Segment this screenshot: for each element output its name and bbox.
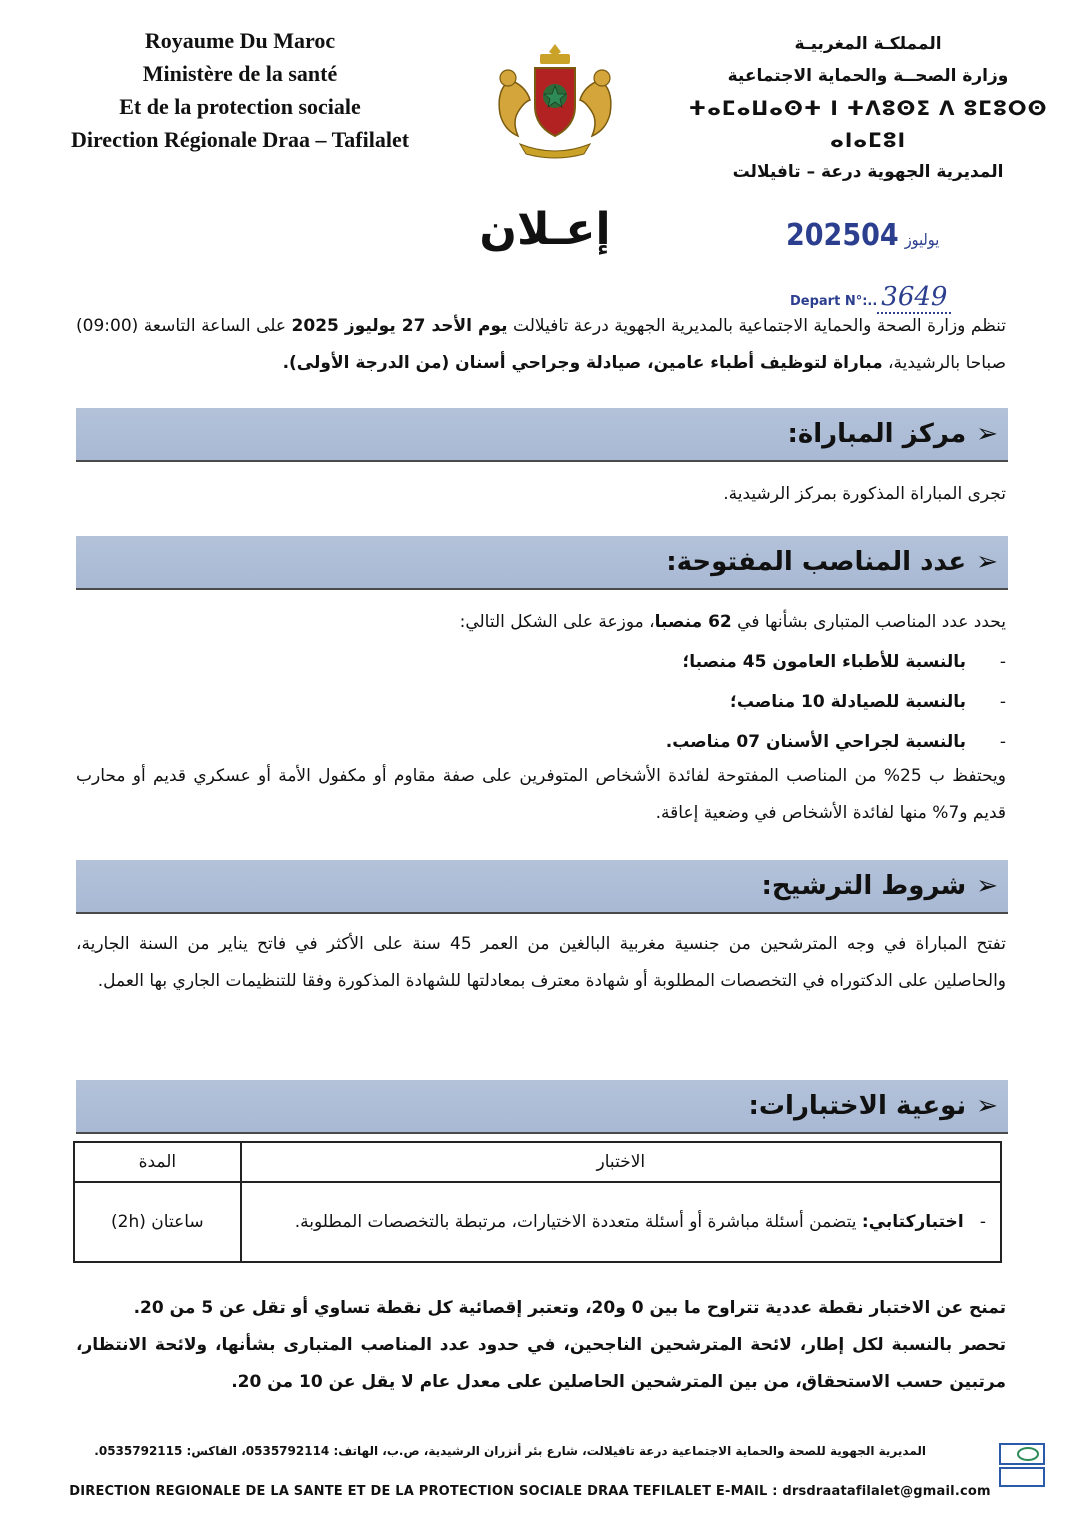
date-month: يوليوز (904, 230, 940, 249)
coat-of-arms-icon (480, 40, 630, 160)
table-row (74, 1182, 1001, 1262)
test-description-cell (241, 1182, 1001, 1262)
intro-paragraph (76, 308, 1006, 382)
test-type: اختباركتابي: (861, 1212, 964, 1232)
header-ar-tifinagh: ⵜⴰⵎⴰⵡⴰⵙⵜ ⵏ ⵜⴷⵓⵙⵉ ⴷ ⵓⵎⵓⵔⵙ ⴰⵏⴰⵎⵓⵏ (688, 96, 1048, 152)
posts-intro (76, 604, 1006, 641)
footer-arabic: المديرية الجهوية للصحة والحماية الاجتماعية درعة تافيلالت، شارع بئر أنزران الرشيدية، ص.ب، الهاتف: 0535792114، الفاكس: 0535792115. (94, 1444, 926, 1458)
posts-total: 62 منصبا (654, 612, 732, 632)
arrow-icon: ➢ (976, 1091, 998, 1121)
list-item: -بالنسبة للأطباء العامون 45 منصبا؛ (682, 652, 1006, 672)
arrow-icon: ➢ (976, 547, 998, 577)
date-stamp (786, 218, 945, 253)
header-fr-line1: Royaume Du Maroc (144, 28, 336, 53)
posts-intro-a: يحدد عدد المناصب المتبارى بشأنها في (731, 612, 1006, 632)
list-item: -بالنسبة لجراحي الأسنان 07 مناصب. (665, 732, 1006, 752)
test-duration-cell: ساعتان (2h) (74, 1182, 241, 1262)
list-item-text: بالنسبة للأطباء العامون 45 منصبا؛ (682, 652, 966, 672)
header-arabic (688, 28, 1048, 188)
header-fr-line3: Et de la protection sociale (119, 94, 361, 119)
header-fr-line4: Direction Régionale Draa – Tafilalet (70, 127, 410, 152)
row-dash: - (979, 1212, 986, 1232)
section-header-center (76, 408, 1008, 462)
section-header-posts (76, 536, 1008, 590)
conditions-text: تفتح المباراة في وجه المترشحين من جنسية مغربية البالغين من العمر 45 سنة على الأكثر في فاتح يناير من السنة الجارية، والحاصلين على الدكتوراه في التخصصات المطلوبة أو شهادة معترف بمعادلتها للشهادة المذكورة وفقا للتنظيمات الجاري بها العمل. (76, 934, 1006, 991)
depart-value: 3649 (877, 282, 951, 314)
list-item-text: بالنسبة للصيادلة 10 مناصب؛ (730, 692, 966, 712)
ministry-logo-icon (998, 1442, 1046, 1488)
section-label-conditions: شروط الترشيح: (761, 871, 967, 901)
intro-text1: تنظم وزارة الصحة والحماية الاجتماعية بالمديرية الجهوية درعة تافيلالت (507, 316, 1007, 336)
test-description: يتضمن أسئلة مباشرة أو أسئلة متعددة الاختيارات، مرتبطة بالتخصصات المطلوبة. (294, 1212, 862, 1232)
col-test-header: الاختبار (241, 1142, 1001, 1182)
intro-text2: على الساعة التاسعة (09:00) صباحا بالرشيدية، (76, 316, 1006, 373)
section-header-conditions (76, 860, 1008, 914)
date-day: 04 (861, 218, 899, 253)
intro-subject: مباراة لتوظيف أطباء عامين، صيادلة وجراحي أسنان (من الدرجة الأولى). (282, 353, 883, 373)
announcement-title: إعـلان (479, 204, 611, 255)
list-item-text: بالنسبة لجراحي الأسنان 07 مناصب. (665, 732, 966, 752)
header-fr-line2: Ministère de la santé (142, 61, 338, 86)
section-header-tests (76, 1080, 1008, 1134)
arrow-icon: ➢ (976, 871, 998, 901)
center-text: تجرى المباراة المذكورة بمركز الرشيدية. (723, 484, 1006, 504)
tests-table (73, 1141, 1002, 1263)
posts-list (76, 642, 1006, 762)
arrow-icon: ➢ (976, 419, 998, 449)
section-label-center: مركز المباراة: (787, 419, 967, 449)
col-duration-header: المدة (74, 1142, 241, 1182)
list-item: -بالنسبة للصيادلة 10 مناصب؛ (730, 692, 1006, 712)
date-year: 2025 (786, 218, 862, 253)
posts-reserved: ويحتفظ ب 25% من المناصب المفتوحة لفائدة الأشخاص المتوفرين على صفة مقاوم أو مكفول الأمة أو عسكري قديم أو محارب قديم و7% منها لفائدة الأشخاص في وضعية إعاقة. (76, 766, 1006, 823)
grading-line1: تمنح عن الاختبار نقطة عددية تتراوح ما بين 0 و20، وتعتبر إقصائية كل نقطة تساوي أو تقل عن 5 من 20. (133, 1298, 1006, 1318)
section-label-tests: نوعية الاختبارات: (748, 1091, 967, 1121)
posts-intro-c: ، موزعة على الشكل التالي: (459, 612, 655, 632)
depart-label: Depart N°:.. (790, 294, 878, 309)
footer-french: DIRECTION REGIONALE DE LA SANTE ET DE LA PROTECTION SOCIALE DRAA TEFILALET E-MAIL : drsdraatafilalet@gmail.com (69, 1484, 991, 1499)
header-french (30, 24, 450, 156)
section-label-posts: عدد المناصب المفتوحة: (666, 547, 967, 577)
intro-date: يوم الأحد 27 يوليوز 2025 (291, 316, 508, 336)
header-ar-line2: وزارة الصحــة والحماية الاجتماعية (727, 66, 1009, 86)
header-ar-line4: المديرية الجهوية درعة – تافيلالت (732, 162, 1004, 182)
table-header-row (74, 1142, 1001, 1182)
grading-line2: تحصر بالنسبة لكل إطار، لائحة المترشحين الناجحين، في حدود عدد المناصب المتبارى بشأنها، ولائحة الانتظار، مرتبين حسب الاستحقاق، من بين المترشحين الحاصلين على معدل عام لا يقل عن 10 من 20. (76, 1335, 1006, 1392)
header-ar-line1: المملكـة المغربيـة (794, 34, 942, 54)
